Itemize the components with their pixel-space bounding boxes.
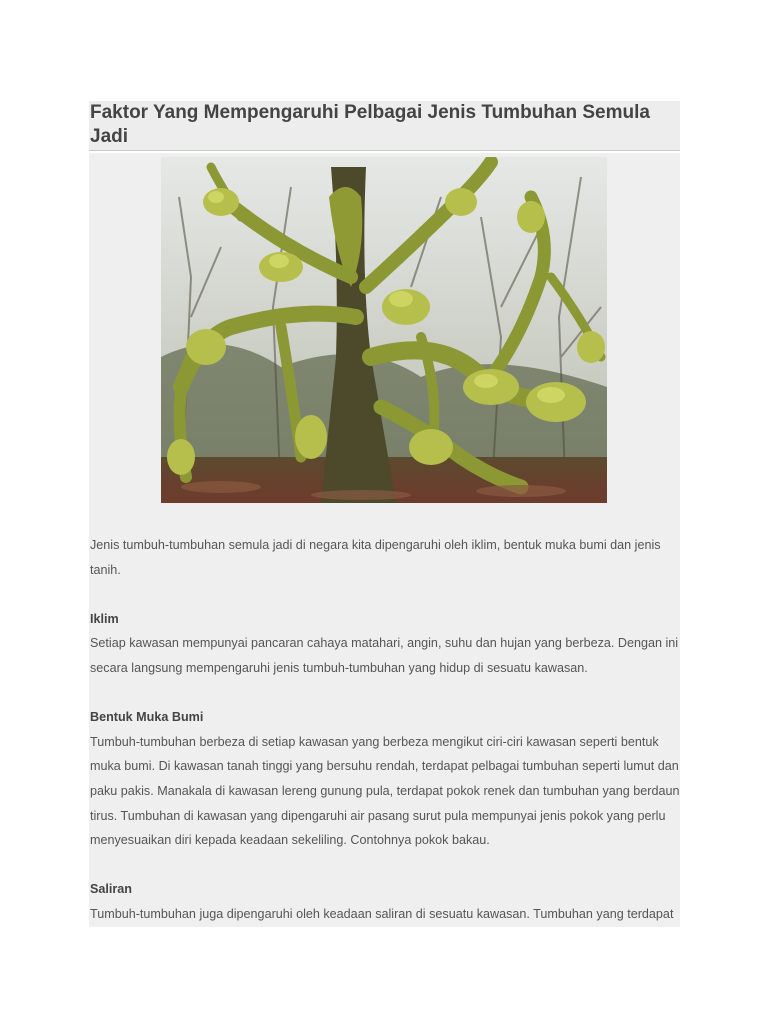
spacer — [90, 853, 680, 878]
section-body-iklim: Setiap kawasan mempunyai pancaran cahaya matahari, angin, suhu dan hujan yang berbeza. Dengan ini secara langsung mempengaruhi jenis tumbuh-tumbuhan yang hidup di sesuatu kawasan. — [90, 636, 679, 675]
article-text — [90, 533, 680, 927]
section-heading-saliran: Saliran — [90, 882, 132, 897]
section-body-bentuk-muka-bumi: Tumbuh-tumbuhan berbeza di setiap kawasan yang berbeza mengikut ciri-ciri kawasan seperti bentuk muka bumi. Di kawasan tanah tinggi yang bersuhu rendah, terdapat pelbagai tumbuhan seperti lumut dan paku pakis. Manakala di kawasan lereng gunung pula, terdapat pokok renek dan tumbuhan yang berdaun tirus. Tumbuhan di kawasan yang dipengaruhi air pasang surut pula mempunyai jenis pokok yang perlu menyesuaikan diri kepada keadaan sekeliling. Contohnya pokok bakau. — [90, 734, 680, 848]
intro-paragraph: Jenis tumbuh-tumbuhan semula jadi di negara kita dipengaruhi oleh iklim, bentuk muka bumi dan jenis tanih. — [90, 538, 661, 577]
moss-forest-photo — [161, 157, 607, 503]
page-title: Faktor Yang Mempengaruhi Pelbagai Jenis Tumbuhan Semula Jadi — [90, 102, 650, 147]
spacer — [90, 582, 680, 607]
title-bar — [89, 101, 680, 151]
section-heading-iklim: Iklim — [90, 611, 119, 626]
section-heading-bentuk-muka-bumi: Bentuk Muka Bumi — [90, 710, 204, 725]
spacer — [90, 681, 680, 706]
article-body — [89, 153, 680, 927]
section-body-saliran: Tumbuh-tumbuhan juga dipengaruhi oleh keadaan saliran di sesuatu kawasan. Tumbuhan yang terdapat — [90, 906, 674, 921]
